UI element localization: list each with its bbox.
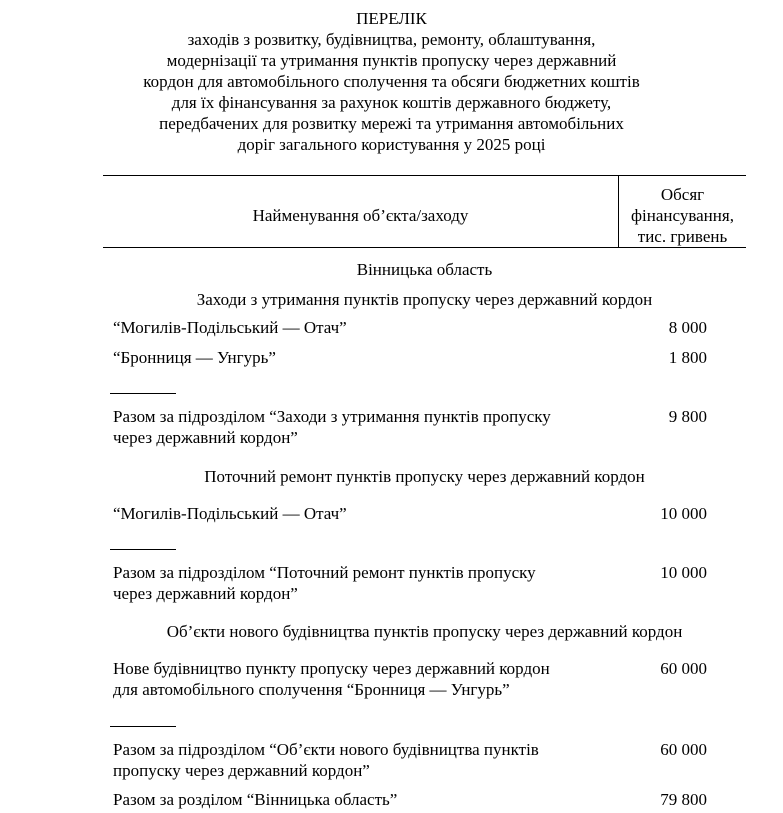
table-header-bottom-rule (103, 247, 746, 248)
subtotal-amount: 10 000 (660, 563, 707, 582)
subtotal-name-line: Разом за підрозділом “Поточний ремонт пунктів пропуску (113, 563, 536, 582)
item-name (113, 658, 613, 700)
item-name (113, 317, 613, 338)
subtotal-name-line: пропуску через державний кордон” (113, 761, 370, 780)
title-line: кордон для автомобільного сполучення та обсяги бюджетних коштів (143, 72, 640, 91)
item-name-line: “Могилів-Подільський — Отач” (113, 504, 347, 523)
section-title: Об’єкти нового будівництва пунктів пропуску через державний кордон (166, 622, 683, 641)
title-heading: ПЕРЕЛІК (356, 9, 427, 28)
subtotal-name (113, 406, 613, 448)
subtotal-name-line: через державний кордон” (113, 584, 298, 603)
title-line: модернізації та утримання пунктів пропуску через державний (166, 51, 617, 70)
section-title: Поточний ремонт пунктів пропуску через державний кордон (204, 467, 645, 486)
item-amount: 1 800 (668, 348, 707, 367)
item-name-line: “Бронниця — Унгурь” (113, 348, 276, 367)
subtotal-name-line: Разом за підрозділом “Об’єкти нового будівництва пунктів (113, 740, 539, 759)
column-header-amount (619, 184, 746, 247)
subtotal-separator (110, 549, 176, 550)
item-amount: 8 000 (668, 318, 707, 337)
column-header-amount-line: тис. гривень (637, 227, 728, 246)
subtotal-name (113, 739, 613, 781)
subtotal-name-line: через державний кордон” (113, 428, 298, 447)
title-line: доріг загального користування у 2025 році (237, 135, 546, 154)
subtotal-separator (110, 726, 176, 727)
column-header-amount-line: Обсяг (660, 185, 705, 204)
subtotal-amount: 60 000 (660, 740, 707, 759)
table-header-top-rule (103, 175, 746, 176)
item-name-line: “Могилів-Подільський — Отач” (113, 318, 347, 337)
region-total-name: Разом за розділом “Вінницька область” (113, 790, 398, 809)
title-line: для їх фінансування за рахунок коштів державного бюджету, (171, 93, 612, 112)
item-name-line: Нове будівництво пункту пропуску через державний кордон (113, 659, 550, 678)
subtotal-name (113, 562, 613, 604)
column-header-name: Найменування об’єкта/заходу (252, 206, 469, 225)
region-total-amount: 79 800 (660, 790, 707, 809)
subtotal-separator (110, 393, 176, 394)
subtotal-name-line: Разом за підрозділом “Заходи з утримання пунктів пропуску (113, 407, 551, 426)
document-title (0, 8, 783, 155)
subtotal-amount: 9 800 (668, 407, 707, 426)
item-amount: 10 000 (660, 504, 707, 523)
item-name-line: для автомобільного сполучення “Бронниця — Унгурь” (113, 680, 510, 699)
item-name (113, 503, 613, 524)
title-line: передбачених для розвитку мережі та утримання автомобільних (159, 114, 624, 133)
item-name (113, 347, 613, 368)
column-header-amount-line: фінансування, (631, 206, 734, 225)
region-heading: Вінницька область (356, 260, 493, 279)
title-line: заходів з розвитку, будівництва, ремонту, облаштування, (187, 30, 596, 49)
section-title: Заходи з утримання пунктів пропуску через державний кордон (196, 290, 653, 309)
item-amount: 60 000 (660, 659, 707, 678)
